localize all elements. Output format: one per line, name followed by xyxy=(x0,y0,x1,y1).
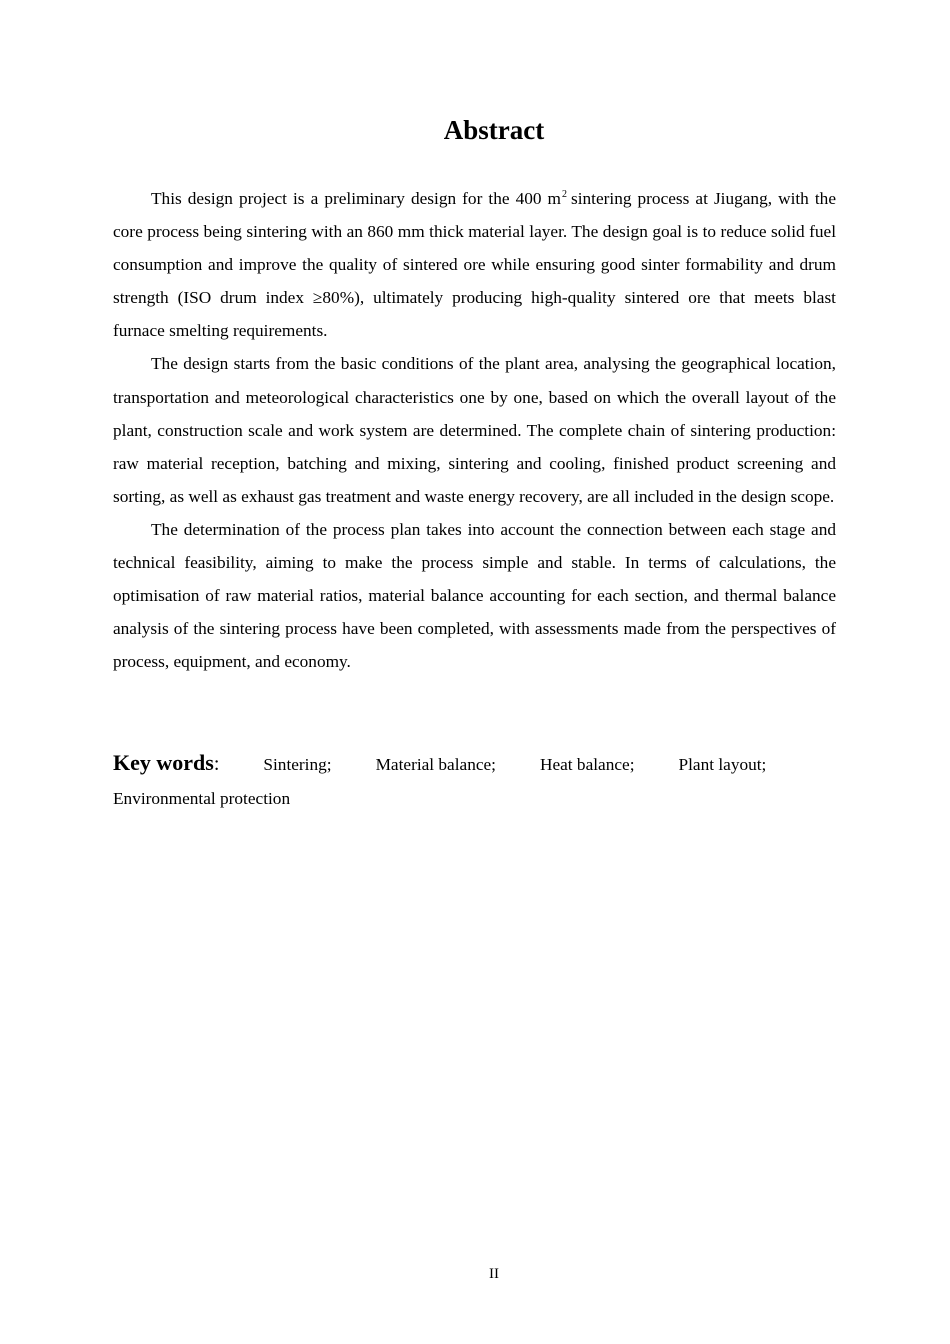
abstract-body xyxy=(113,182,836,678)
page-number: II xyxy=(489,1266,499,1282)
keywords-colon: : xyxy=(213,753,220,775)
superscript-2: 2 xyxy=(562,189,567,200)
abstract-paragraph-1 xyxy=(113,182,836,347)
keyword-item: Heat balance; xyxy=(539,755,635,774)
keyword-item: Environmental protection xyxy=(113,789,291,808)
keyword-item: Sintering; xyxy=(263,755,332,774)
keywords-section xyxy=(113,746,836,816)
abstract-paragraph-2: The design starts from the basic conditions of the plant area, analysing the geographical location, transportation and meteorological characteristics one by one, based on which the overall layout of the plant, construction scale and work system are determined. The complete chain of sintering production: raw material reception, batching and mixing, sintering and cooling, finished product screening and sorting, as well as exhaust gas treatment and waste energy recovery, are all included in the design scope. xyxy=(113,354,836,506)
keyword-item: Material balance; xyxy=(375,755,496,774)
paragraph-1-text-start: This design project is a preliminary design for the 400 m xyxy=(151,189,561,208)
abstract-paragraph-3: The determination of the process plan takes into account the connection between each stage and technical feasibility, aiming to make the process simple and stable. In terms of calculations, the optimisation of raw material ratios, material balance accounting for each section, and thermal balance analysis of the sintering process have been completed, with assessments made from the perspectives of process, equipment, and economy. xyxy=(113,519,836,672)
paragraph-1-text-end: sintering process at Jiugang, with the core process being sintering with an 860 mm thick material layer. The design goal is to reduce solid fuel consumption and improve the quality of sintered ore while ensuring good sinter formability and drum strength (ISO drum index ≥80%), ultimately producing high-quality sintered ore that meets blast furnace smelting requirements. xyxy=(113,189,836,341)
keywords-label: Key words xyxy=(113,750,214,775)
keywords-line xyxy=(113,746,836,782)
page-title: Abstract xyxy=(443,115,545,145)
keyword-item: Plant layout; xyxy=(678,755,767,774)
